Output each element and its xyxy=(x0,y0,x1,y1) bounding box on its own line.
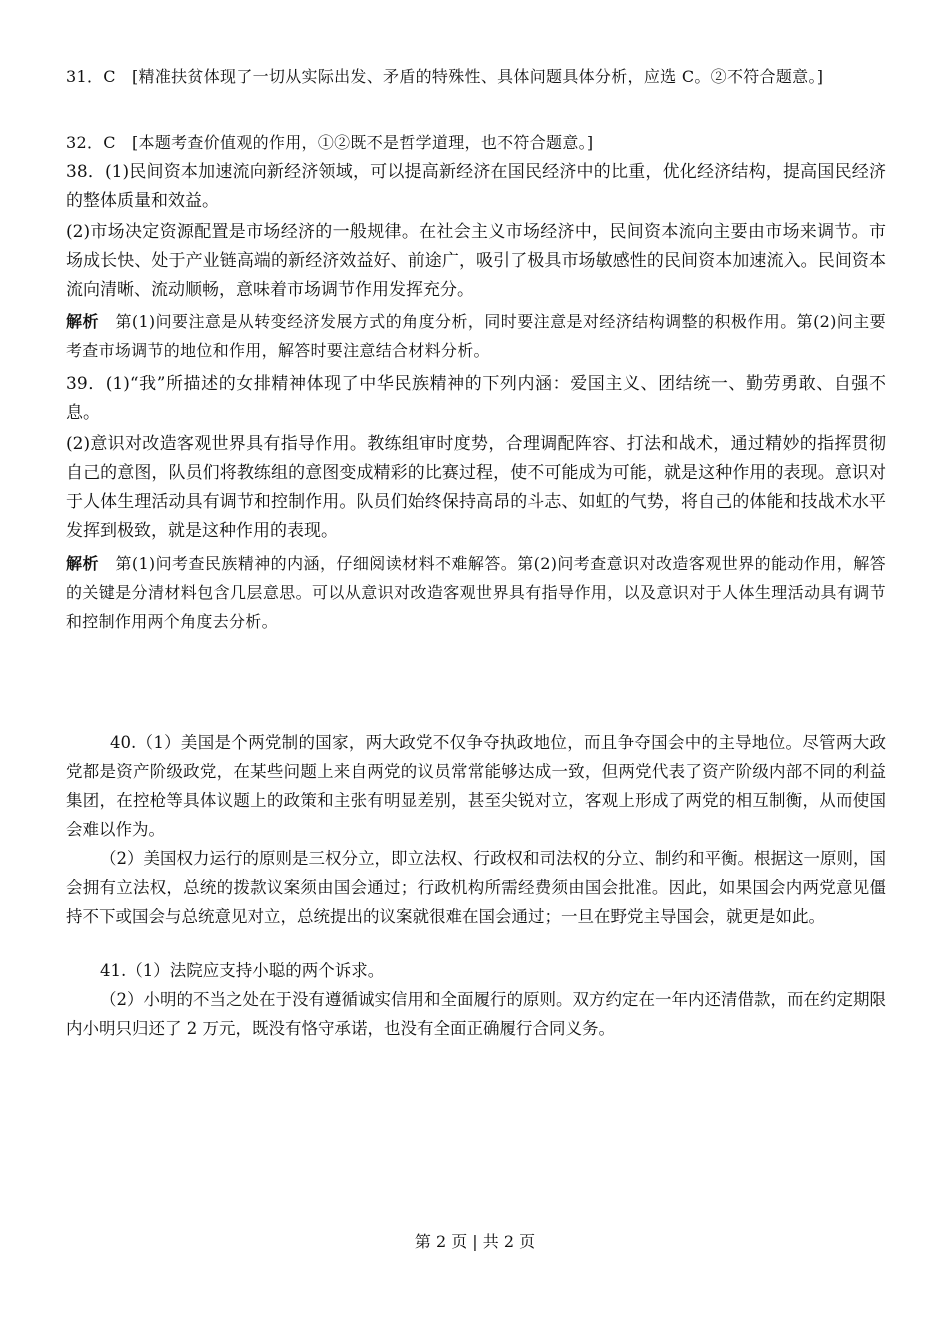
answer-31 xyxy=(66,62,886,91)
answer-31-explanation: [精准扶贫体现了一切从实际出发、矛盾的特殊性、具体问题具体分析，应选 C。②不符合题意。] xyxy=(131,67,824,86)
answer-39-part2: (2)意识对改造客观世界具有指导作用。教练组审时度势，合理调配阵容、打法和战术，通过精妙的指挥贯彻自己的意图，队员们将教练组的意图变成精彩的比赛过程，使不可能成为可能，就是这种作用的表现。意识对于人体生理活动具有调节和控制作用。队员们始终保持高昂的斗志、如虹的气势，将自己的体能和技战术水平发挥到极致，就是这种作用的表现。 xyxy=(66,434,886,541)
answer-38-part2: (2)市场决定资源配置是市场经济的一般规律。在社会主义市场经济中，民间资本流向主要由市场来调节。市场成长快、处于产业链高端的新经济效益好、前途广，吸引了极具市场敏感性的民间资本加速流入。民间资本流向清晰、流动顺畅，意味着市场调节作用发挥充分。 xyxy=(66,222,886,300)
answer-40-part2: （2）美国权力运行的原则是三权分立，即立法权、行政权和司法权的分立、制约和平衡。根据这一原则，国会拥有立法权，总统的拨款议案须由国会通过；行政机构所需经费须由国会批准。因此，如果国会内两党意见僵持不下或国会与总统意见对立，总统提出的议案就很难在国会通过；一旦在野党主导国会，就更是如此。 xyxy=(66,849,886,926)
answer-32-explanation: [本题考查价值观的作用，①②既不是哲学道理，也不符合题意。] xyxy=(131,133,594,152)
answer-31-number: 31．C xyxy=(66,67,116,86)
answer-38-part1: 38．(1)民间资本加速流向新经济领域，可以提高新经济在国民经济中的比重，优化经济结构，提高国民经济的整体质量和效益。 xyxy=(66,162,886,211)
answer-38-analysis xyxy=(66,307,886,365)
answer-39-analysis xyxy=(66,549,886,636)
page-footer: 第 2 页 | 共 2 页 xyxy=(414,1232,536,1251)
answer-39-part1: 39．(1)“我”所描述的女排精神体现了中华民族精神的下列内涵：爱国主义、团结统一、勤劳勇敢、自强不息。 xyxy=(66,374,886,423)
answer-32 xyxy=(66,128,886,157)
answer-41-part2: （2）小明的不当之处在于没有遵循诚实信用和全面履行的原则。双方约定在一年内还清借款，而在约定期限内小明只归还了 2 万元，既没有恪守承诺，也没有全面正确履行合同义务。 xyxy=(66,990,886,1038)
answer-40-part1: 40.（1）美国是个两党制的国家，两大政党不仅争夺执政地位，而且争夺国会中的主导地位。尽管两大政党都是资产阶级政党，在某些问题上来自两党的议员常常能够达成一致，但两党代表了资产阶级内部不同的利益集团，在控枪等具体议题上的政策和主张有明显差别，甚至尖锐对立，客观上形成了两党的相互制衡，从而使国会难以作为。 xyxy=(66,733,886,839)
answer-39-analysis-label: 解析 xyxy=(66,554,99,573)
answer-32-number: 32．C xyxy=(66,133,116,152)
answer-39-analysis-text: 第(1)问考查民族精神的内涵，仔细阅读材料不难解答。第(2)问考查意识对改造客观世界的能动作用，解答的关键是分清材料包含几层意思。可以从意识对改造客观世界具有指导作用，以及意识对于人体生理活动具有调节和控制作用两个角度去分析。 xyxy=(66,554,886,631)
answer-38-analysis-label: 解析 xyxy=(66,312,99,331)
answer-38-analysis-text: 第(1)问要注意是从转变经济发展方式的角度分析，同时要注意是对经济结构调整的积极作用。第(2)问主要考查市场调节的地位和作用，解答时要注意结合材料分析。 xyxy=(66,312,886,360)
answer-41-part1: 41.（1）法院应支持小聪的两个诉求。 xyxy=(100,961,385,980)
